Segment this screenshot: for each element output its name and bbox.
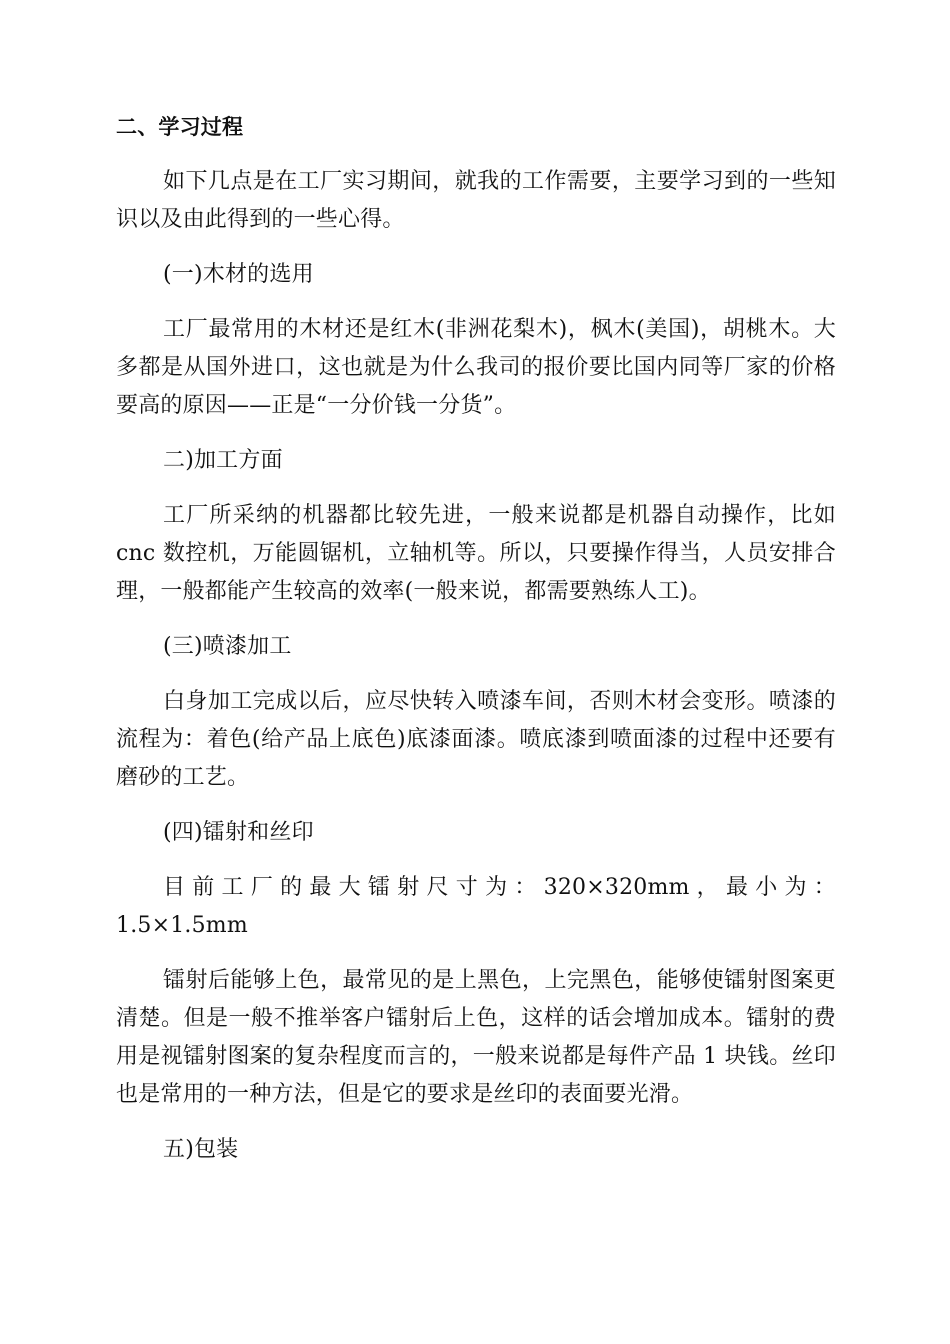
intro-paragraph: 如下几点是在工厂实习期间，就我的工作需要，主要学习到的一些知识以及由此得到的一些心得。: [116, 169, 836, 232]
section-title: 二、学习过程: [116, 115, 244, 139]
paragraph-wood: 工厂最常用的木材还是红木(非洲花梨木)，枫木(美国)，胡桃木。大多都是从国外进口，这也就是为什么我司的报价要比国内同等厂家的价格要高的原因——正是“一分价钱一分货”。: [116, 317, 836, 418]
subsection-title-processing: 二)加工方面: [163, 448, 283, 473]
paragraph-laser-size: 目前工厂的最大镭射尺寸为：320×320mm，最小为：1.5×1.5mm: [116, 875, 836, 938]
subsection-title-laser: (四)镭射和丝印: [163, 820, 314, 845]
paragraph-processing: 工厂所采纳的机器都比较先进，一般来说都是机器自动操作，比如 cnc 数控机，万能圆锯机，立轴机等。所以，只要操作得当，人员安排合理，一般都能产生较高的效率(一般来说，都需要熟练人工)。: [116, 503, 836, 604]
subsection-title-painting: (三)喷漆加工: [163, 634, 292, 659]
subsection-title-wood: (一)木材的选用: [163, 262, 314, 287]
subsection-title-packaging: 五)包装: [163, 1137, 239, 1162]
document-body: [116, 108, 836, 1186]
paragraph-laser-details: 镭射后能够上色，最常见的是上黑色，上完黑色，能够使镭射图案更清楚。但是一般不推举客户镭射后上色，这样的话会增加成本。镭射的费用是视镭射图案的复杂程度而言的，一般来说都是每件产品 1 块钱。丝印也是常用的一种方法，但是它的要求是丝印的表面要光滑。: [116, 968, 836, 1107]
paragraph-painting: 白身加工完成以后，应尽快转入喷漆车间，否则木材会变形。喷漆的流程为：着色(给产品上底色)底漆面漆。喷底漆到喷面漆的过程中还要有磨砂的工艺。: [116, 689, 836, 790]
